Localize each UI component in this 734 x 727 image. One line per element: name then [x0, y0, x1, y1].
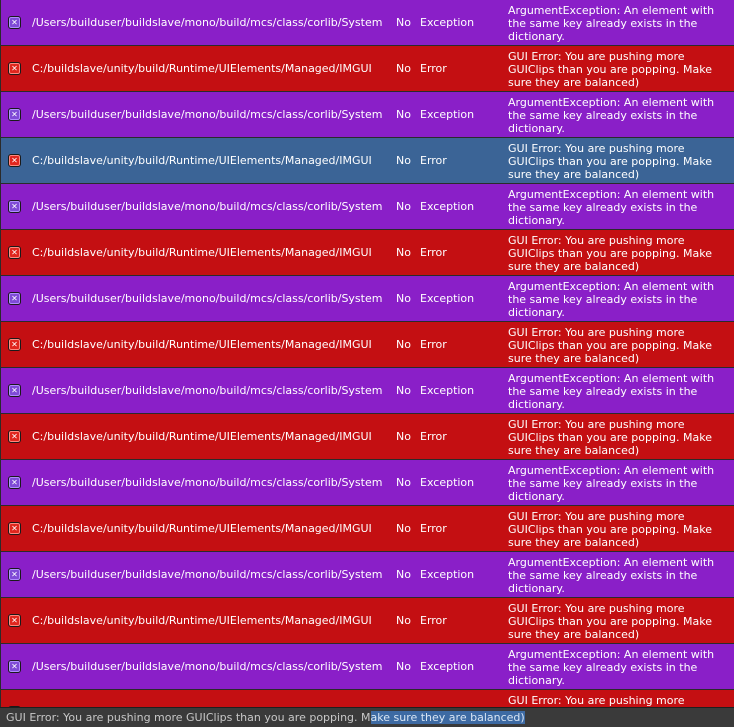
exception-icon: ✕: [8, 108, 21, 121]
log-row-message: ArgumentException: An element with the same key already exists in the dictionary.: [508, 464, 715, 503]
log-row[interactable]: [1, 598, 734, 643]
log-row-path: /Users/builduser/buildslave/mono/build/mcs/class/corlib/System: [32, 292, 383, 305]
log-row-message: GUI Error: You are pushing more GUIClips than you are popping. Make sure they are balanced): [508, 326, 712, 365]
log-row-message: ArgumentException: An element with the same key already exists in the dictionary.: [508, 96, 715, 135]
log-row[interactable]: [1, 92, 734, 137]
log-row-path: C:/buildslave/unity/build/Runtime/UIElements/Managed/IMGUI: [32, 430, 372, 443]
log-row-message: ArgumentException: An element with the same key already exists in the dictionary.: [508, 280, 715, 319]
log-row-kind: Error: [420, 338, 447, 351]
log-row-kind: Exception: [420, 384, 475, 397]
log-row-caught: No: [396, 430, 411, 443]
log-row-kind: Error: [420, 246, 447, 259]
log-row-path: /Users/builduser/buildslave/mono/build/mcs/class/corlib/System: [32, 108, 383, 121]
log-row-caught: No: [396, 614, 411, 627]
log-row-path: /Users/builduser/buildslave/mono/build/mcs/class/corlib/System: [32, 16, 383, 29]
log-row-kind: Error: [420, 62, 447, 75]
log-row-path: /Users/builduser/buildslave/mono/build/mcs/class/corlib/System: [32, 384, 383, 397]
log-row-message: GUI Error: You are pushing more GUIClips than you are popping. Make sure they are balanced): [508, 418, 712, 457]
log-row-path: /Users/builduser/buildslave/mono/build/mcs/class/corlib/System: [32, 476, 383, 489]
error-icon: ✕: [8, 430, 21, 443]
log-row-path: C:/buildslave/unity/build/Runtime/UIElements/Managed/IMGUI: [32, 338, 372, 351]
log-row[interactable]: [1, 414, 734, 459]
log-row-kind: Exception: [420, 476, 475, 489]
log-row-message: GUI Error: You are pushing more GUIClips than you are popping. Make sure they are balanced): [508, 602, 712, 641]
log-row[interactable]: [1, 0, 734, 45]
log-row-path: /Users/builduser/buildslave/mono/build/mcs/class/corlib/System: [32, 660, 383, 673]
exception-icon: ✕: [8, 568, 21, 581]
log-row-caught: No: [396, 246, 411, 259]
log-row-message: GUI Error: You are pushing more: [508, 694, 685, 707]
log-row-caught: No: [396, 154, 411, 167]
log-row-caught: No: [396, 660, 411, 673]
log-row-message: ArgumentException: An element with the same key already exists in the dictionary.: [508, 4, 715, 43]
log-row-caught: No: [396, 338, 411, 351]
log-row-path: C:/buildslave/unity/build/Runtime/UIElements/Managed/IMGUI: [32, 614, 372, 627]
log-row-kind: Exception: [420, 200, 475, 213]
log-row-kind: Error: [420, 154, 447, 167]
log-row-kind: Error: [420, 614, 447, 627]
log-row[interactable]: [1, 322, 734, 367]
log-row[interactable]: [1, 276, 734, 321]
status-text: GUI Error: You are pushing more GUIClips than you are popping. M: [6, 711, 371, 724]
log-row-path: /Users/builduser/buildslave/mono/build/mcs/class/corlib/System: [32, 200, 383, 213]
log-row-caught: No: [396, 108, 411, 121]
log-row[interactable]: [1, 230, 734, 275]
log-row-kind: Error: [420, 522, 447, 535]
error-icon: ✕: [8, 246, 21, 259]
log-row-caught: No: [396, 384, 411, 397]
error-icon: ✕: [8, 154, 21, 167]
error-icon: ✕: [8, 338, 21, 351]
exception-icon: ✕: [8, 200, 21, 213]
log-row-caught: No: [396, 522, 411, 535]
log-row[interactable]: [1, 690, 734, 707]
log-row[interactable]: [1, 46, 734, 91]
error-icon: ✕: [8, 614, 21, 627]
log-row-kind: Exception: [420, 292, 475, 305]
log-row-caught: No: [396, 568, 411, 581]
log-row-message: GUI Error: You are pushing more GUIClips than you are popping. Make sure they are balanced): [508, 142, 712, 181]
exception-icon: ✕: [8, 384, 21, 397]
log-row-kind: Exception: [420, 568, 475, 581]
log-row[interactable]: [1, 184, 734, 229]
log-row-message: GUI Error: You are pushing more GUIClips than you are popping. Make sure they are balanced): [508, 510, 712, 549]
error-icon: ✕: [8, 62, 21, 75]
log-row[interactable]: [1, 460, 734, 505]
exception-icon: ✕: [8, 292, 21, 305]
log-row-path: C:/buildslave/unity/build/Runtime/UIElements/Managed/IMGUI: [32, 522, 372, 535]
log-row-caught: No: [396, 292, 411, 305]
log-row-message: ArgumentException: An element with the same key already exists in the dictionary.: [508, 188, 715, 227]
log-row-message: GUI Error: You are pushing more GUIClips than you are popping. Make sure they are balanced): [508, 234, 712, 273]
log-row-message: ArgumentException: An element with the same key already exists in the dictionary.: [508, 372, 715, 411]
log-row[interactable]: [1, 138, 734, 183]
log-row-path: C:/buildslave/unity/build/Runtime/UIElements/Managed/IMGUI: [32, 62, 372, 75]
log-row-message: GUI Error: You are pushing more GUIClips than you are popping. Make sure they are balanced): [508, 50, 712, 89]
log-row-path: C:/buildslave/unity/build/Runtime/UIElements/Managed/IMGUI: [32, 246, 372, 259]
log-row-kind: Exception: [420, 108, 475, 121]
log-row-caught: No: [396, 16, 411, 29]
log-row-message: ArgumentException: An element with the same key already exists in the dictionary.: [508, 556, 715, 595]
log-row-caught: No: [396, 200, 411, 213]
log-row-caught: No: [396, 476, 411, 489]
log-row[interactable]: [1, 552, 734, 597]
exception-icon: ✕: [8, 476, 21, 489]
log-row-message: ArgumentException: An element with the same key already exists in the dictionary.: [508, 648, 715, 687]
log-row-kind: Exception: [420, 660, 475, 673]
status-bar[interactable]: [0, 707, 734, 727]
log-row-caught: No: [396, 62, 411, 75]
log-row[interactable]: [1, 644, 734, 689]
status-text-selection: ake sure they are balanced): [370, 711, 525, 724]
log-row-path: /Users/builduser/buildslave/mono/build/mcs/class/corlib/System: [32, 568, 383, 581]
error-icon: ✕: [8, 522, 21, 535]
log-row-kind: Exception: [420, 16, 475, 29]
log-row-path: C:/buildslave/unity/build/Runtime/UIElements/Managed/IMGUI: [32, 154, 372, 167]
log-row[interactable]: [1, 506, 734, 551]
exception-icon: ✕: [8, 16, 21, 29]
exception-icon: ✕: [8, 660, 21, 673]
log-row[interactable]: [1, 368, 734, 413]
log-row-kind: Error: [420, 430, 447, 443]
